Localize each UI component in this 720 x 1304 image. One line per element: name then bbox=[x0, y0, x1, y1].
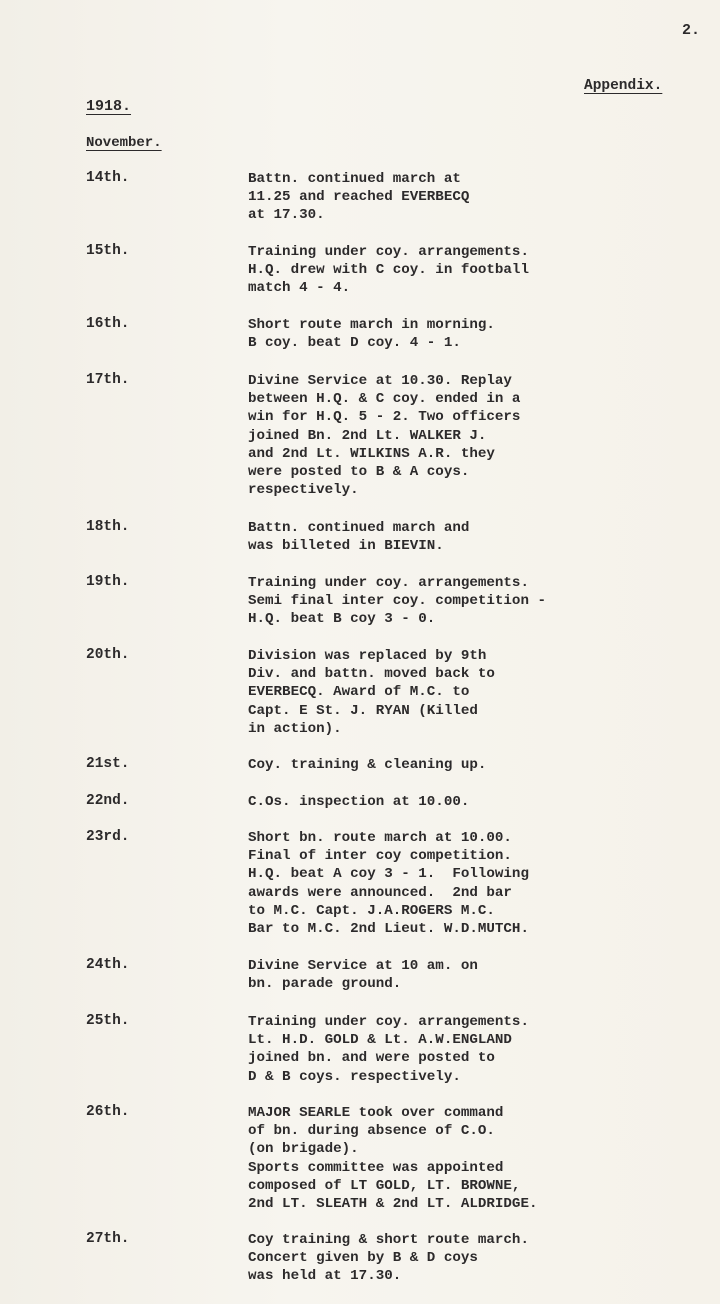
entry-text: C.Os. inspection at 10.00. bbox=[248, 794, 470, 810]
entry-date: 27th. bbox=[86, 1231, 130, 1247]
entry-text: MAJOR SEARLE took over command of bn. during absence of C.O. (on brigade). Sports committee was appointed composed of LT GOLD, LT. BROWNE, 2nd LT. SLEATH & 2nd LT. ALDRIDGE. bbox=[248, 1105, 538, 1213]
entry-text: Training under coy. arrangements. H.Q. drew with C coy. in football match 4 - 4. bbox=[248, 244, 529, 297]
entry-text: Short route march in morning. B coy. beat D coy. 4 - 1. bbox=[248, 317, 495, 352]
entry-date: 15th. bbox=[86, 243, 130, 259]
entry-date: 14th. bbox=[86, 170, 130, 186]
entry-text: Training under coy. arrangements. Semi final inter coy. competition - H.Q. beat B coy 3 - 0. bbox=[248, 575, 546, 628]
entry-text: Coy. training & cleaning up. bbox=[248, 757, 487, 773]
entry-text: Short bn. route march at 10.00. Final of inter coy competition. H.Q. beat A coy 3 - 1. Following awards were announced. 2nd bar to M.C. Capt. J.A.ROGERS M.C. Bar to M.C. 2nd Lieut. W.D.MUTCH. bbox=[248, 830, 529, 938]
entry-date: 23rd. bbox=[86, 829, 130, 845]
entry-date: 16th. bbox=[86, 316, 130, 332]
entry-date: 18th. bbox=[86, 519, 130, 535]
entry-date: 19th. bbox=[86, 574, 130, 590]
entry-date: 26th. bbox=[86, 1104, 130, 1120]
entry-text: Battn. continued march at 11.25 and reached EVERBECQ at 17.30. bbox=[248, 171, 470, 224]
year-heading: 1918. bbox=[86, 98, 132, 115]
entry-text: Coy training & short route march. Concert given by B & D coys was held at 17.30. bbox=[248, 1232, 529, 1285]
entry-date: 20th. bbox=[86, 647, 130, 663]
entry-date: 21st. bbox=[86, 756, 130, 772]
entry-text: Division was replaced by 9th Div. and battn. moved back to EVERBECQ. Award of M.C. to Capt. E St. J. RYAN (Killed in action). bbox=[248, 648, 495, 737]
entry-date: 17th. bbox=[86, 372, 130, 388]
entry-date: 22nd. bbox=[86, 793, 130, 809]
entry-date: 25th. bbox=[86, 1013, 130, 1029]
page-number: 2. bbox=[682, 22, 701, 39]
entry-text: Divine Service at 10 am. on bn. parade ground. bbox=[248, 958, 478, 993]
entry-date: 24th. bbox=[86, 957, 130, 973]
appendix-heading: Appendix. bbox=[584, 78, 663, 94]
entry-text: Training under coy. arrangements. Lt. H.D. GOLD & Lt. A.W.ENGLAND joined bn. and were posted to D & B coys. respectively. bbox=[248, 1014, 529, 1085]
month-heading: November. bbox=[86, 135, 162, 151]
entry-text: Divine Service at 10.30. Replay between H.Q. & C coy. ended in a win for H.Q. 5 - 2. Two officers joined Bn. 2nd Lt. WALKER J. and 2nd Lt. WILKINS A.R. they were posted to B & A coys. respectively. bbox=[248, 373, 521, 499]
entry-text: Battn. continued march and was billeted in BIEVIN. bbox=[248, 520, 470, 555]
